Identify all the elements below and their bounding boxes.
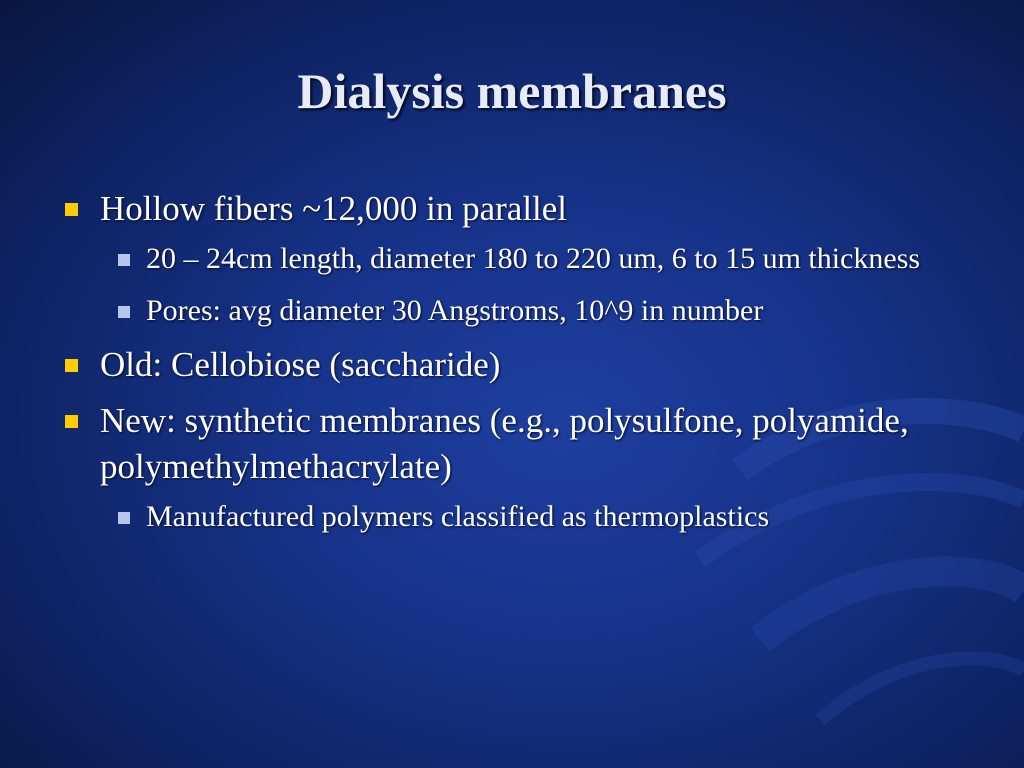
bullet-text: Old: Cellobiose (saccharide) bbox=[100, 345, 501, 384]
bullet-list bbox=[60, 186, 960, 548]
square-bullet-icon bbox=[65, 359, 78, 372]
sub-bullet-text: Pores: avg diameter 30 Angstroms, 10^9 in number bbox=[146, 294, 764, 327]
square-sub-bullet-icon bbox=[118, 306, 130, 318]
slide-title: Dialysis membranes bbox=[297, 63, 727, 119]
sub-bullet-text: Manufactured polymers classified as thermoplastics bbox=[146, 500, 770, 533]
bullet-item bbox=[60, 398, 960, 538]
square-sub-bullet-icon bbox=[118, 512, 130, 524]
sub-bullet-list bbox=[60, 238, 960, 332]
bullet-text: Hollow fibers ~12,000 in parallel bbox=[100, 189, 568, 228]
sub-bullet-item bbox=[60, 496, 960, 538]
bullet-item bbox=[60, 342, 960, 388]
square-sub-bullet-icon bbox=[118, 254, 130, 266]
sub-bullet-text: 20 – 24cm length, diameter 180 to 220 um, 6 to 15 um thickness bbox=[146, 242, 921, 275]
bullet-text: New: synthetic membranes (e.g., polysulfone, polyamide, polymethylmethacrylate) bbox=[100, 401, 909, 486]
sub-bullet-list bbox=[60, 496, 960, 538]
square-bullet-icon bbox=[65, 203, 78, 216]
sub-bullet-item bbox=[60, 238, 960, 280]
square-bullet-icon bbox=[65, 415, 78, 428]
bullet-item bbox=[60, 186, 960, 332]
sub-bullet-item bbox=[60, 290, 960, 332]
